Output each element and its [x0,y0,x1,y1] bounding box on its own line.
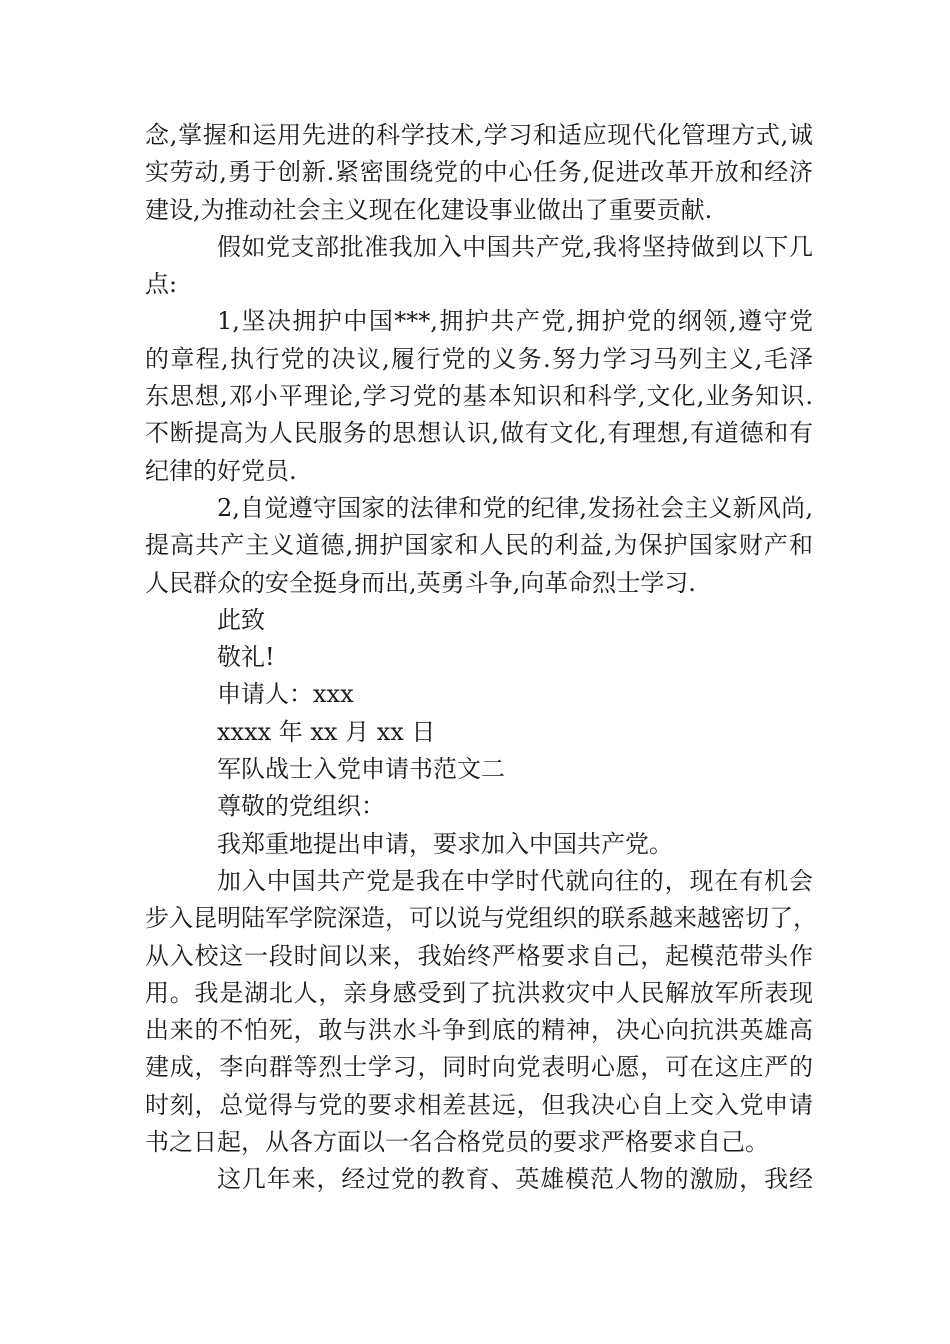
text-line: 人民群众的安全挺身而出,英勇斗争,向革命烈士学习. [145,568,696,597]
text-line: 从入校这一段时间以来，我始终严格要求自己，起模范带头作 [145,941,813,970]
text-line: 提高共产主义道德,拥护国家和人民的利益,为保护国家财产和 [145,531,813,560]
text-line: xxxx 年 xx 月 xx 日 [217,717,436,746]
text-line: 申请人：xxx [217,680,354,709]
text-line: 的章程,执行党的决议,履行党的义务.努力学习马列主义,毛泽 [145,344,813,373]
text-line: 我郑重地提出申请，要求加入中国共产党。 [217,829,673,858]
text-line: 步入昆明陆军学院深造，可以说与党组织的联系越来越密切了， [145,904,817,933]
text-line: 建成，李向群等烈士学习，同时向党表明心愿，可在这庄严的 [145,1053,813,1082]
text-line: 这几年来，经过党的教育、英雄模范人物的激励，我经 [217,1165,813,1194]
text-line: 书之日起，从各方面以一名合格党员的要求严格要求自己。 [145,1128,769,1157]
text-line: 出来的不怕死，敢与洪水斗争到底的精神，决心向抗洪英雄高 [145,1016,813,1045]
text-line: 时刻，总觉得与党的要求相差甚远，但我决心自上交入党申请 [145,1090,813,1119]
text-line: 军队战士入党申请书范文二 [217,755,505,784]
text-line: 加入中国共产党是我在中学时代就向往的，现在有机会 [217,866,813,895]
text-line: 念,掌握和运用先进的科学技术,学习和适应现代化管理方式,诚 [145,121,813,149]
text-line: 建设,为推动社会主义现在化建设事业做出了重要贡献. [145,195,713,224]
text-line: 此致 [217,605,265,634]
text-line: 用。我是湖北人，亲身感受到了抗洪救灾中人民解放军所表现 [145,978,813,1007]
text-line: 纪律的好党员. [145,456,297,485]
text-line: 2,自觉遵守国家的法律和党的纪律,发扬社会主义新风尚, [217,493,813,522]
text-line: 尊敬的党组织： [217,792,385,821]
text-line: 点: [145,270,178,299]
text-line: 东思想,邓小平理论,学习党的基本知识和科学,文化,业务知识. [145,382,813,411]
document-body [145,117,817,1199]
text-line: 假如党支部批准我加入中国共产党,我将坚持做到以下几 [217,232,813,261]
text-line: 实劳动,勇于创新.紧密围绕党的中心任务,促进改革开放和经济 [145,158,813,187]
text-line: 不断提高为人民服务的思想认识,做有文化,有理想,有道德和有 [145,419,813,448]
text-line: 敬礼! [217,643,275,672]
text-line: 1,坚决拥护中国***,拥护共产党,拥护党的纲领,遵守党 [217,307,813,336]
